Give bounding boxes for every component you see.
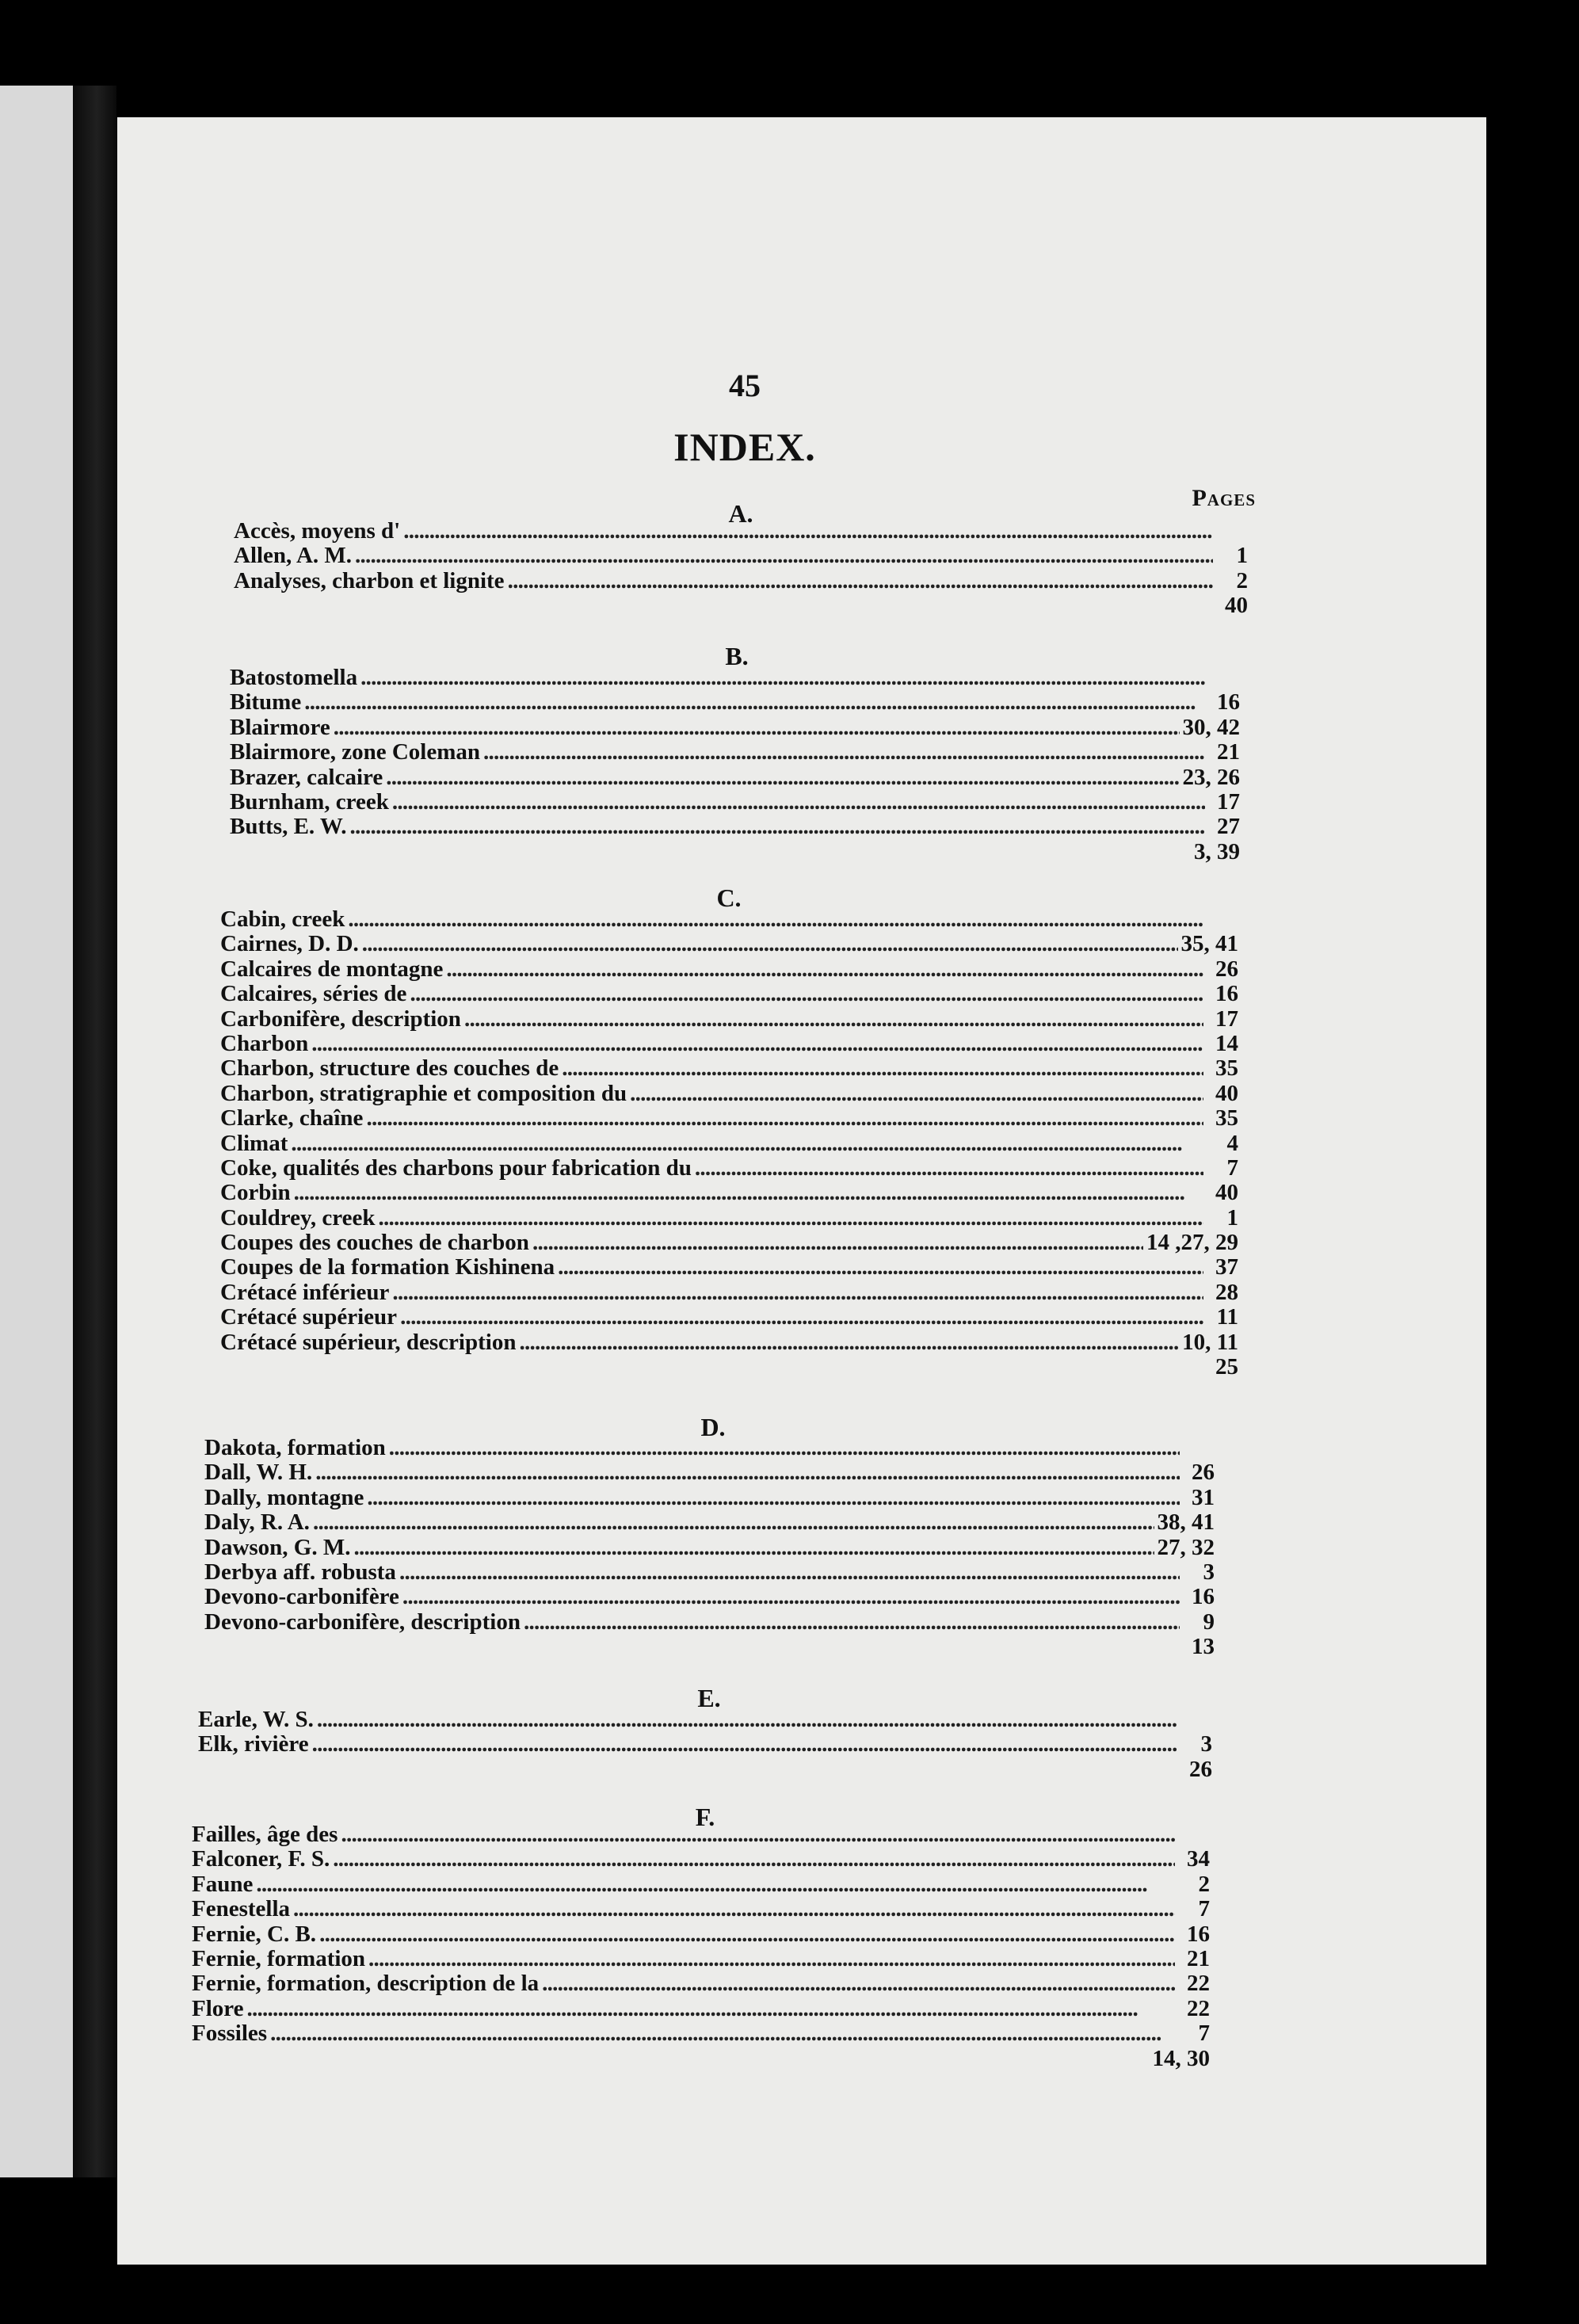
dot-leader — [256, 1872, 1175, 1897]
dot-leader — [542, 1971, 1175, 1996]
entry-pages: 1 — [1236, 543, 1248, 569]
dot-leader — [392, 790, 1205, 815]
index-entry — [192, 1922, 1210, 1947]
entry-pages: 13 — [1192, 1634, 1215, 1660]
dot-leader — [446, 957, 1203, 982]
dot-leader — [311, 1032, 1203, 1056]
entry-label: Dally, montagne — [204, 1484, 364, 1510]
index-entry — [204, 1436, 1215, 1460]
facing-page-edge — [0, 86, 73, 2177]
dot-leader — [294, 1181, 1203, 1205]
entry-pages: 3 — [1203, 1559, 1215, 1585]
dot-leader — [366, 1106, 1203, 1131]
index-entry — [220, 1007, 1238, 1032]
entry-label: Analyses, charbon et lignite — [234, 567, 505, 593]
index-entry — [220, 1206, 1238, 1231]
index-entry — [230, 716, 1240, 740]
index-entry — [192, 1872, 1210, 1897]
index-entry — [230, 815, 1240, 839]
entry-label: Failles, âge des — [192, 1822, 338, 1847]
dot-leader — [532, 1231, 1143, 1255]
dot-leader — [367, 1486, 1180, 1510]
entry-pages: 2 — [1236, 567, 1248, 593]
entry-label: Bitume — [230, 689, 302, 716]
dot-leader — [270, 2021, 1175, 2046]
entry-label: Allen, A. M. — [234, 543, 353, 569]
entry-label: Fernie, formation, description de la — [192, 1971, 540, 1997]
entry-pages: 7 — [1226, 1154, 1238, 1181]
entry-label: Dakota, formation — [204, 1435, 386, 1460]
entry-label: Burnham, creek — [230, 788, 389, 815]
index-section — [204, 1436, 1215, 1660]
entry-pages: 3, 39 — [1194, 838, 1240, 864]
index-entry — [204, 1510, 1215, 1535]
index-entry — [230, 740, 1240, 765]
entry-pages: 35 — [1215, 1055, 1238, 1082]
page-title: INDEX. — [673, 425, 816, 469]
entry-pages: 37 — [1215, 1254, 1238, 1280]
index-entry — [204, 1560, 1215, 1585]
entry-pages: 22 — [1187, 1995, 1210, 2021]
entry-label: Coupes des couches de charbon — [220, 1230, 529, 1256]
dot-leader — [355, 544, 1213, 568]
entry-label: Devono-carbonifère — [204, 1584, 399, 1610]
index-entry — [192, 1971, 1210, 1996]
index-entry — [192, 1897, 1210, 1921]
index-entry — [230, 690, 1240, 715]
dot-leader — [400, 1305, 1203, 1330]
dot-leader — [558, 1255, 1203, 1280]
entry-pages: 1 — [1226, 1204, 1238, 1231]
dot-leader — [403, 519, 1213, 544]
index-section — [192, 1822, 1210, 2071]
index-entry — [192, 2021, 1210, 2046]
entry-label: Cairnes, D. D. — [220, 931, 359, 957]
dot-leader — [378, 1206, 1203, 1231]
entry-label: Derbya aff. robusta — [204, 1559, 396, 1585]
entry-label: Corbin — [220, 1180, 291, 1206]
index-entry — [230, 666, 1240, 690]
section-letter: C. — [716, 883, 742, 912]
entry-pages: 35, 41 — [1180, 931, 1238, 957]
index-entry — [204, 1610, 1215, 1635]
dot-leader — [291, 1131, 1203, 1156]
entry-pages: 7 — [1198, 2021, 1210, 2047]
entry-pages: 10, 11 — [1182, 1329, 1238, 1355]
entry-label: Falconer, F. S. — [192, 1846, 330, 1872]
entry-label: Cabin, creek — [220, 906, 345, 932]
dot-leader — [312, 1732, 1177, 1757]
entry-label: Crétacé supérieur — [220, 1304, 398, 1330]
entry-pages: 21 — [1187, 1945, 1210, 1971]
entry-pages: 25 — [1215, 1354, 1238, 1380]
entry-label: Calcaires de montagne — [220, 956, 444, 982]
entry-label: Charbon — [220, 1030, 309, 1056]
index-entry — [220, 957, 1238, 982]
dot-leader — [508, 569, 1213, 593]
index-entry — [220, 982, 1238, 1006]
entry-label: Couldrey, creek — [220, 1204, 376, 1231]
index-entry — [230, 765, 1240, 790]
dot-leader — [313, 1510, 1154, 1535]
entry-label: Faune — [192, 1871, 254, 1897]
section-letter: E. — [697, 1684, 721, 1712]
entry-label: Fernie, C. B. — [192, 1921, 317, 1947]
dot-leader — [349, 815, 1205, 839]
index-entry — [204, 1585, 1215, 1609]
dot-leader — [353, 1536, 1154, 1560]
entry-pages: 14 ,27, 29 — [1146, 1230, 1238, 1256]
entry-pages: 16 — [1187, 1921, 1210, 1947]
entry-pages: 3 — [1200, 1731, 1212, 1757]
dot-leader — [402, 1585, 1180, 1609]
dot-leader — [304, 690, 1205, 715]
index-entry — [220, 1156, 1238, 1181]
entry-pages: 38, 41 — [1157, 1509, 1215, 1536]
index-entry — [198, 1708, 1212, 1732]
entry-label: Batostomella — [230, 665, 358, 690]
dot-leader — [341, 1822, 1175, 1847]
page-number: 45 — [729, 368, 761, 403]
entry-pages: 26 — [1192, 1460, 1215, 1486]
entry-label: Daly, R. A. — [204, 1509, 310, 1536]
entry-label: Brazer, calcaire — [230, 764, 383, 790]
entry-pages: 11 — [1216, 1304, 1238, 1330]
index-entry — [220, 1255, 1238, 1280]
index-entry — [220, 1231, 1238, 1255]
index-entry — [220, 1131, 1238, 1156]
dot-leader — [386, 765, 1179, 790]
section-letter: F. — [695, 1803, 715, 1831]
index-entry — [198, 1732, 1212, 1757]
entry-label: Dall, W. H. — [204, 1460, 313, 1486]
entry-pages: 35 — [1215, 1105, 1238, 1131]
dot-leader — [483, 740, 1205, 765]
dot-leader — [562, 1056, 1203, 1081]
entry-label: Crétacé inférieur — [220, 1279, 390, 1305]
book-binding — [73, 86, 116, 2177]
index-entry — [234, 569, 1248, 593]
entry-pages: 27 — [1217, 814, 1240, 840]
section-letter: B. — [725, 642, 749, 670]
entry-label: Fossiles — [192, 2021, 268, 2047]
entry-pages: 9 — [1203, 1608, 1215, 1635]
entry-pages: 7 — [1198, 1896, 1210, 1922]
index-section — [230, 666, 1240, 864]
entry-pages: 22 — [1187, 1971, 1210, 1997]
entry-label: Butts, E. W. — [230, 814, 347, 840]
entry-label: Dawson, G. M. — [204, 1534, 351, 1560]
dot-leader — [695, 1156, 1203, 1181]
dot-leader — [630, 1082, 1203, 1106]
entry-label: Charbon, structure des couches de — [220, 1055, 559, 1082]
dot-leader — [315, 1460, 1180, 1485]
index-entry — [220, 1355, 1238, 1380]
dot-leader — [360, 666, 1205, 690]
index-entry — [220, 1280, 1238, 1305]
index-entry — [220, 1106, 1238, 1131]
index-entry — [204, 1460, 1215, 1485]
entry-pages: 40 — [1225, 593, 1248, 619]
index-entry — [192, 2047, 1210, 2071]
dot-leader — [524, 1610, 1180, 1635]
index-entry — [198, 1757, 1212, 1782]
index-entry — [220, 1330, 1238, 1355]
dot-leader — [464, 1007, 1203, 1032]
entry-label: Earle, W. S. — [198, 1707, 314, 1732]
section-letter: A. — [728, 499, 753, 528]
entry-label: Blairmore — [230, 714, 330, 740]
dot-leader — [247, 1997, 1176, 2021]
entry-label: Clarke, chaîne — [220, 1105, 364, 1131]
entry-pages: 40 — [1215, 1180, 1238, 1206]
index-entry — [220, 932, 1238, 956]
entry-label: Climat — [220, 1130, 288, 1156]
dot-leader — [389, 1436, 1180, 1460]
entry-pages: 16 — [1215, 981, 1238, 1007]
entry-label: Coupes de la formation Kishinena — [220, 1254, 555, 1280]
entry-pages: 4 — [1226, 1130, 1238, 1156]
dot-leader — [399, 1560, 1180, 1585]
entry-pages: 26 — [1189, 1756, 1212, 1782]
index-entry — [204, 1635, 1215, 1659]
index-entry — [192, 1847, 1210, 1872]
entry-label: Flore — [192, 1995, 244, 2021]
entry-pages: 31 — [1192, 1484, 1215, 1510]
dot-leader — [319, 1922, 1175, 1947]
entry-label: Blairmore, zone Coleman — [230, 739, 480, 765]
entry-pages: 28 — [1215, 1279, 1238, 1305]
dot-leader — [519, 1330, 1179, 1355]
entry-label: Fernie, formation — [192, 1945, 366, 1971]
dot-leader — [410, 982, 1203, 1006]
index-entry — [230, 790, 1240, 815]
dot-leader — [317, 1708, 1177, 1732]
entry-pages: 17 — [1215, 1006, 1238, 1032]
entry-pages: 2 — [1198, 1871, 1210, 1897]
entry-label: Calcaires, séries de — [220, 981, 407, 1007]
dot-leader — [348, 907, 1203, 932]
index-section — [234, 519, 1248, 619]
index-entry — [220, 1305, 1238, 1330]
entry-label: Crétacé supérieur, description — [220, 1329, 517, 1355]
dot-leader — [368, 1947, 1175, 1971]
index-entry — [192, 1947, 1210, 1971]
entry-label: Coke, qualités des charbons pour fabrication du — [220, 1154, 692, 1181]
entry-label: Fenestella — [192, 1896, 291, 1922]
index-entry — [234, 519, 1248, 544]
dot-leader — [333, 1847, 1175, 1872]
entry-pages: 16 — [1217, 689, 1240, 716]
index-section — [198, 1708, 1212, 1782]
entry-pages: 26 — [1215, 956, 1238, 982]
index-section — [220, 907, 1238, 1380]
entry-pages: 17 — [1217, 788, 1240, 815]
section-letter: D. — [700, 1413, 726, 1441]
index-entry — [234, 544, 1248, 568]
index-entry — [192, 1997, 1210, 2021]
entry-pages: 14, 30 — [1152, 2045, 1210, 2071]
entry-label: Devono-carbonifère, description — [204, 1608, 521, 1635]
entry-pages: 27, 32 — [1157, 1534, 1215, 1560]
entry-label: Carbonifère, description — [220, 1006, 461, 1032]
pages-column-header: Pages — [1192, 485, 1256, 511]
dot-leader — [293, 1897, 1175, 1921]
entry-pages: 23, 26 — [1182, 764, 1240, 790]
index-entry — [230, 840, 1240, 864]
index-entry — [192, 1822, 1210, 1847]
index-entry — [204, 1486, 1215, 1510]
dot-leader — [334, 716, 1180, 740]
index-entry — [220, 1056, 1238, 1081]
entry-pages: 16 — [1192, 1584, 1215, 1610]
entry-pages: 40 — [1215, 1080, 1238, 1106]
entry-pages: 30, 42 — [1182, 714, 1240, 740]
dot-leader — [392, 1280, 1203, 1305]
index-entry — [220, 1082, 1238, 1106]
index-entry — [204, 1536, 1215, 1560]
entry-pages: 21 — [1217, 739, 1240, 765]
index-entry — [220, 1181, 1238, 1205]
dot-leader — [362, 932, 1178, 956]
entry-label: Elk, rivière — [198, 1731, 309, 1757]
index-entry — [220, 907, 1238, 932]
entry-label: Charbon, stratigraphie et composition du — [220, 1080, 627, 1106]
entry-pages: 34 — [1187, 1846, 1210, 1872]
entry-pages: 14 — [1215, 1030, 1238, 1056]
index-entry — [220, 1032, 1238, 1056]
index-entry — [234, 593, 1248, 618]
entry-label: Accès, moyens d' — [234, 518, 401, 544]
